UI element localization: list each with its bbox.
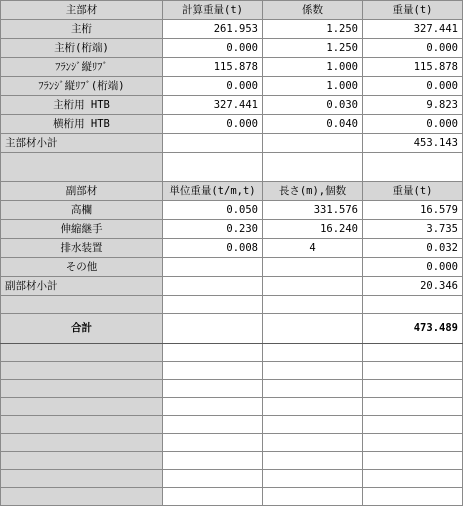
empty-cell[interactable] bbox=[363, 488, 463, 506]
empty-cell[interactable] bbox=[263, 416, 363, 434]
empty-row bbox=[1, 452, 463, 470]
empty-cell[interactable] bbox=[163, 434, 263, 452]
row-label: ﾌﾗﾝｼﾞ縦ﾘﾌﾞ(桁端) bbox=[1, 77, 163, 96]
row-label: 主桁 bbox=[1, 20, 163, 39]
empty-cell[interactable] bbox=[163, 416, 263, 434]
calc-weight-header: 計算重量(t) bbox=[163, 1, 263, 20]
coefficient-cell[interactable]: 1.000 bbox=[263, 77, 363, 96]
empty-cell[interactable] bbox=[263, 314, 363, 344]
empty-cell[interactable] bbox=[163, 153, 263, 182]
length-count-header: 長さ(m),個数 bbox=[263, 182, 363, 201]
empty-cell[interactable] bbox=[263, 362, 363, 380]
table-row bbox=[1, 20, 463, 39]
row-label: 伸縮継手 bbox=[1, 220, 163, 239]
empty-cell[interactable] bbox=[363, 344, 463, 362]
empty-cell[interactable] bbox=[163, 488, 263, 506]
weight-cell[interactable]: 3.735 bbox=[363, 220, 463, 239]
calc-weight-cell[interactable]: 115.878 bbox=[163, 58, 263, 77]
sub-members-header: 副部材 bbox=[1, 182, 163, 201]
coefficient-cell[interactable]: 1.250 bbox=[263, 20, 363, 39]
row-label: 排水装置 bbox=[1, 239, 163, 258]
sub-header-row bbox=[1, 182, 463, 201]
empty-cell[interactable] bbox=[163, 470, 263, 488]
empty-cell[interactable] bbox=[263, 380, 363, 398]
table-row bbox=[1, 96, 463, 115]
empty-cell[interactable] bbox=[263, 470, 363, 488]
empty-cell[interactable] bbox=[263, 277, 363, 296]
empty-label-cell bbox=[1, 470, 163, 488]
empty-row bbox=[1, 362, 463, 380]
empty-cell[interactable] bbox=[363, 470, 463, 488]
empty-label-cell bbox=[1, 153, 163, 182]
weight-cell[interactable]: 115.878 bbox=[363, 58, 463, 77]
empty-rows bbox=[1, 344, 463, 506]
empty-row bbox=[1, 380, 463, 398]
table-row bbox=[1, 201, 463, 220]
weight-cell[interactable]: 9.823 bbox=[363, 96, 463, 115]
weight-cell[interactable]: 0.000 bbox=[363, 115, 463, 134]
empty-row bbox=[1, 344, 463, 362]
weight-cell[interactable]: 327.441 bbox=[363, 20, 463, 39]
row-label: 主桁(桁端) bbox=[1, 39, 163, 58]
calc-weight-cell[interactable]: 327.441 bbox=[163, 96, 263, 115]
empty-label-cell bbox=[1, 362, 163, 380]
empty-row bbox=[1, 434, 463, 452]
main-subtotal-label: 主部材小計 bbox=[1, 134, 163, 153]
row-label: 高欄 bbox=[1, 201, 163, 220]
calc-weight-cell[interactable]: 0.000 bbox=[163, 77, 263, 96]
empty-cell[interactable] bbox=[363, 153, 463, 182]
empty-label-cell bbox=[1, 380, 163, 398]
length-count-cell[interactable]: 331.576 bbox=[263, 201, 363, 220]
weight-cell[interactable]: 0.000 bbox=[363, 77, 463, 96]
unit-weight-cell[interactable] bbox=[163, 258, 263, 277]
table-row bbox=[1, 220, 463, 239]
empty-cell[interactable] bbox=[263, 398, 363, 416]
empty-label-cell bbox=[1, 398, 163, 416]
unit-weight-cell[interactable]: 0.230 bbox=[163, 220, 263, 239]
empty-cell[interactable] bbox=[163, 398, 263, 416]
empty-cell[interactable] bbox=[263, 488, 363, 506]
row-label: その他 bbox=[1, 258, 163, 277]
empty-cell[interactable] bbox=[263, 344, 363, 362]
main-members-header: 主部材 bbox=[1, 1, 163, 20]
total-label: 合計 bbox=[1, 314, 163, 344]
empty-label-cell bbox=[1, 452, 163, 470]
sub-subtotal-label: 副部材小計 bbox=[1, 277, 163, 296]
empty-cell[interactable] bbox=[363, 416, 463, 434]
empty-row bbox=[1, 488, 463, 506]
weight-header: 重量(t) bbox=[363, 1, 463, 20]
length-count-cell[interactable]: 16.240 bbox=[263, 220, 363, 239]
spacer-row bbox=[1, 153, 463, 182]
table-row bbox=[1, 39, 463, 58]
row-label: 横桁用 HTB bbox=[1, 115, 163, 134]
empty-cell[interactable] bbox=[163, 362, 263, 380]
main-subtotal-row bbox=[1, 134, 463, 153]
weight-cell[interactable]: 0.000 bbox=[363, 258, 463, 277]
unit-weight-cell[interactable]: 0.008 bbox=[163, 239, 263, 258]
calc-weight-cell[interactable]: 261.953 bbox=[163, 20, 263, 39]
coefficient-cell[interactable]: 1.250 bbox=[263, 39, 363, 58]
empty-row bbox=[1, 416, 463, 434]
calc-weight-cell[interactable]: 0.000 bbox=[163, 115, 263, 134]
empty-cell[interactable] bbox=[363, 434, 463, 452]
total-row bbox=[1, 314, 463, 344]
main-subtotal-value[interactable]: 453.143 bbox=[363, 134, 463, 153]
table-row bbox=[1, 258, 463, 277]
weight-cell[interactable]: 16.579 bbox=[363, 201, 463, 220]
unit-weight-cell[interactable]: 0.050 bbox=[163, 201, 263, 220]
empty-cell[interactable] bbox=[163, 134, 263, 153]
table-row bbox=[1, 77, 463, 96]
coefficient-cell[interactable]: 1.000 bbox=[263, 58, 363, 77]
empty-cell[interactable] bbox=[163, 296, 263, 314]
calc-weight-cell[interactable]: 0.000 bbox=[163, 39, 263, 58]
empty-cell[interactable] bbox=[163, 380, 263, 398]
empty-label-cell bbox=[1, 296, 163, 314]
main-header-row bbox=[1, 1, 463, 20]
empty-cell[interactable] bbox=[363, 398, 463, 416]
weight-cell[interactable]: 0.000 bbox=[363, 39, 463, 58]
empty-label-cell bbox=[1, 416, 163, 434]
empty-cell[interactable] bbox=[263, 134, 363, 153]
coefficient-cell[interactable]: 0.040 bbox=[263, 115, 363, 134]
empty-cell[interactable] bbox=[263, 452, 363, 470]
empty-cell[interactable] bbox=[263, 434, 363, 452]
total-value[interactable]: 473.489 bbox=[363, 314, 463, 344]
empty-cell[interactable] bbox=[263, 296, 363, 314]
coefficient-header: 係数 bbox=[263, 1, 363, 20]
sub-weight-header: 重量(t) bbox=[363, 182, 463, 201]
sub-subtotal-value[interactable]: 20.346 bbox=[363, 277, 463, 296]
empty-label-cell bbox=[1, 344, 163, 362]
coefficient-cell[interactable]: 0.030 bbox=[263, 96, 363, 115]
empty-cell[interactable] bbox=[363, 296, 463, 314]
blank-row bbox=[1, 296, 463, 314]
table-row bbox=[1, 58, 463, 77]
empty-cell[interactable] bbox=[163, 344, 263, 362]
row-label: ﾌﾗﾝｼﾞ縦ﾘﾌﾞ bbox=[1, 58, 163, 77]
length-count-cell[interactable] bbox=[263, 258, 363, 277]
length-count-cell[interactable]: 4 bbox=[263, 239, 363, 258]
unit-weight-header: 単位重量(t/m,t) bbox=[163, 182, 263, 201]
empty-cell[interactable] bbox=[163, 452, 263, 470]
empty-cell[interactable] bbox=[163, 314, 263, 344]
empty-label-cell bbox=[1, 488, 163, 506]
row-label: 主桁用 HTB bbox=[1, 96, 163, 115]
empty-cell[interactable] bbox=[163, 277, 263, 296]
empty-cell[interactable] bbox=[363, 452, 463, 470]
empty-cell[interactable] bbox=[263, 153, 363, 182]
empty-row bbox=[1, 398, 463, 416]
empty-cell[interactable] bbox=[363, 362, 463, 380]
empty-cell[interactable] bbox=[363, 380, 463, 398]
table-row bbox=[1, 115, 463, 134]
empty-row bbox=[1, 470, 463, 488]
sub-subtotal-row bbox=[1, 277, 463, 296]
weight-cell[interactable]: 0.032 bbox=[363, 239, 463, 258]
empty-label-cell bbox=[1, 434, 163, 452]
table-row bbox=[1, 239, 463, 258]
